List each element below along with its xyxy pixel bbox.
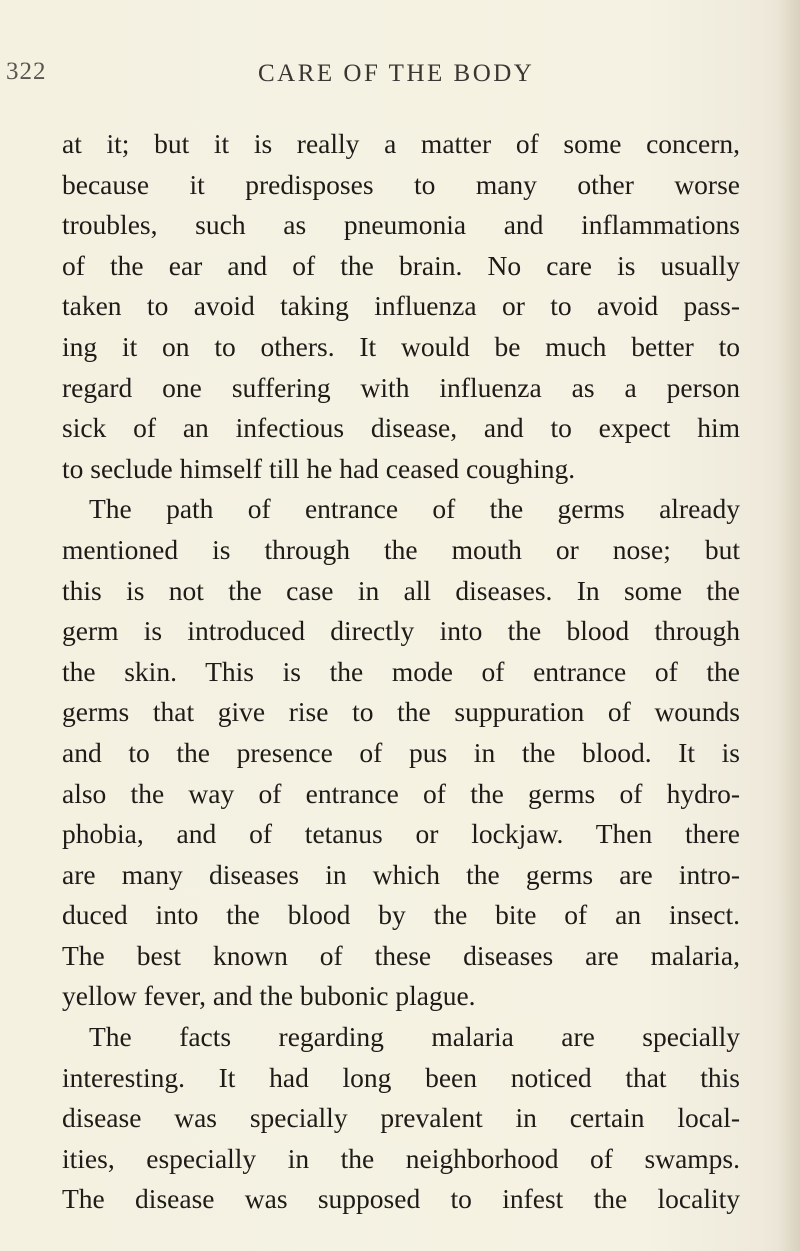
page-number: 322 xyxy=(6,58,47,85)
text-line: germs that give rise to the suppuration of wounds xyxy=(62,696,740,728)
text-line: are many diseases in which the germs are intro- xyxy=(62,858,740,890)
text-line: ities, especially in the neighborhood of swamps. xyxy=(62,1142,740,1174)
text-line: disease was specially prevalent in certain local- xyxy=(62,1102,740,1134)
text-line: of the ear and of the brain. No care is usually xyxy=(62,249,740,281)
text-line: germ is introduced directly into the blood through xyxy=(62,615,740,647)
text-line: duced into the blood by the bite of an insect. xyxy=(62,899,740,931)
text-line: the skin. This is the mode of entrance of the xyxy=(62,655,740,687)
body-text xyxy=(62,124,740,1220)
text-line: The path of entrance of the germs already xyxy=(89,493,740,525)
running-head: CARE OF THE BODY xyxy=(258,60,535,87)
text-line: also the way of entrance of the germs of hydro- xyxy=(62,777,740,809)
page-edge-shadow xyxy=(778,0,800,1251)
text-line: The best known of these diseases are malaria, xyxy=(62,939,740,971)
text-line: sick of an infectious disease, and to expect him xyxy=(62,412,740,444)
text-line: and to the presence of pus in the blood. It is xyxy=(62,736,740,768)
text-line: phobia, and of tetanus or lockjaw. Then there xyxy=(62,818,740,850)
text-line: troubles, such as pneumonia and inflammations xyxy=(62,209,740,241)
text-line: mentioned is through the mouth or nose; but xyxy=(62,533,740,565)
text-line: regard one suffering with influenza as a person xyxy=(62,371,740,403)
text-line: taken to avoid taking influenza or to avoid pass- xyxy=(62,290,740,322)
text-line: because it predisposes to many other worse xyxy=(62,168,740,200)
text-line: to seclude himself till he had ceased coughing. xyxy=(62,452,576,484)
text-line: this is not the case in all diseases. In some the xyxy=(62,574,740,606)
text-line: interesting. It had long been noticed that this xyxy=(62,1061,740,1093)
text-line: The facts regarding malaria are specially xyxy=(89,1021,740,1053)
page-header xyxy=(0,58,800,102)
text-line: yellow fever, and the bubonic plague. xyxy=(62,980,476,1012)
text-line: ing it on to others. It would be much better to xyxy=(62,330,740,362)
text-line: at it; but it is really a matter of some concern, xyxy=(62,128,740,159)
text-line: The disease was supposed to infest the locality xyxy=(62,1183,740,1215)
